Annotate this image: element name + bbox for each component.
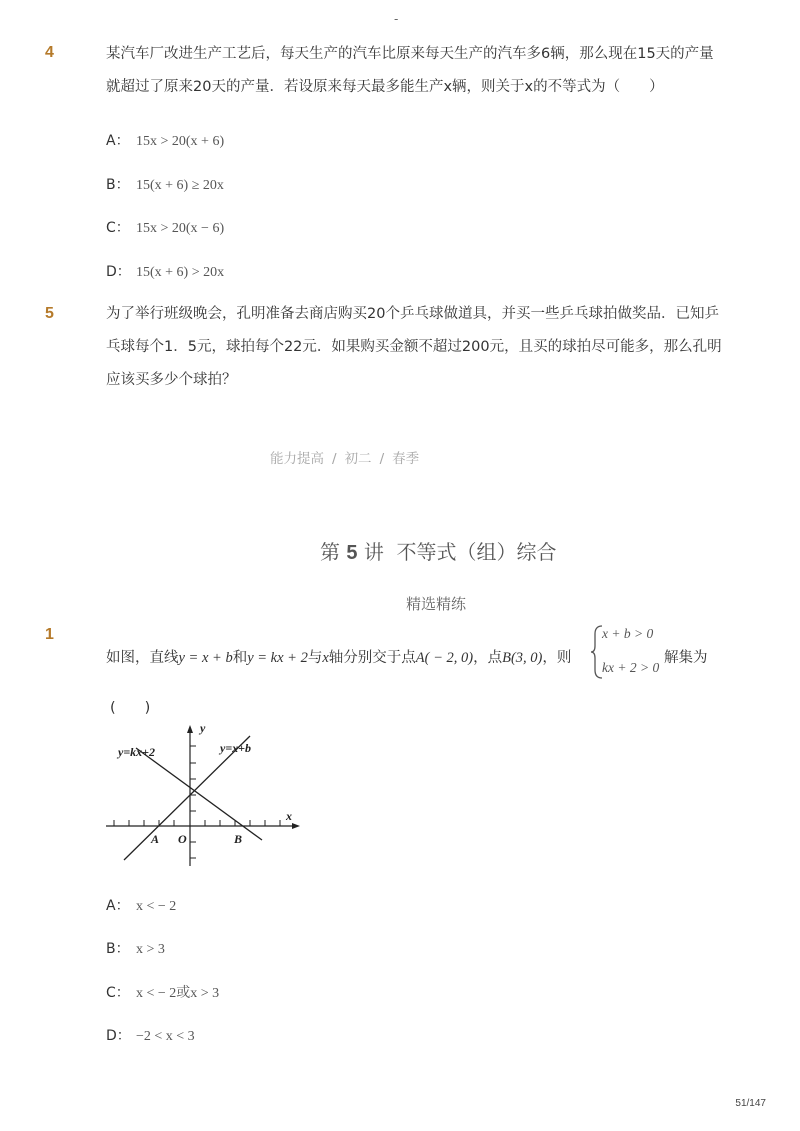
question-text-end: 解集为 xyxy=(664,650,708,666)
option-label: D： xyxy=(106,1028,131,1044)
option-b[interactable] xyxy=(106,938,165,958)
option-expression: −2 < x < 3 xyxy=(136,1029,195,1044)
header-mark: - xyxy=(394,12,399,26)
option-label: A： xyxy=(106,133,130,149)
breadcrumb-separator: / xyxy=(332,451,337,467)
option-b[interactable] xyxy=(106,174,224,194)
breadcrumb-term: 春季 xyxy=(392,451,420,467)
answer-blank: ( ) xyxy=(110,700,151,716)
point-a-label: A xyxy=(151,832,160,846)
option-label: B： xyxy=(106,177,130,193)
option-expression: x < − 2或x > 3 xyxy=(136,986,220,1001)
question-text: 某汽车厂改进生产工艺后，每天生产的汽车比原来每天生产的汽车多6辆，那么现在15天的产量就超过了原来20天的产量．若设原来每天最多能生产x辆，则关于x的不等式为（ ） xyxy=(106,46,714,95)
breadcrumb xyxy=(270,447,419,467)
question-number: 1 xyxy=(45,626,54,643)
option-expression: 15(x + 6) > 20x xyxy=(136,265,225,280)
origin-label: O xyxy=(178,832,187,846)
question-text xyxy=(106,646,571,667)
breadcrumb-grade: 初二 xyxy=(344,451,372,467)
math-point: B(3, 0) xyxy=(502,650,543,666)
y-ticks xyxy=(190,746,196,858)
math-point: A( − 2, 0) xyxy=(415,650,474,666)
breadcrumb-level: 能力提高 xyxy=(270,451,324,467)
point-b-label: B xyxy=(234,832,243,846)
option-a[interactable] xyxy=(106,130,224,150)
option-c[interactable] xyxy=(106,217,224,237)
x-axis-arrow-icon xyxy=(292,823,300,829)
math-equation: y = kx + 2 xyxy=(247,650,308,666)
math-variable: x xyxy=(322,650,329,666)
text-segment: 与 xyxy=(307,650,323,666)
text-segment: 如图，直线 xyxy=(106,650,179,666)
section-title: 精选精练 xyxy=(406,595,467,613)
option-d[interactable] xyxy=(106,1025,195,1045)
option-label: C： xyxy=(106,985,130,1001)
page-title xyxy=(320,536,557,565)
question-text: 为了举行班级晚会，孔明准备去商店购买20个乒乓球做道具，并买一些乒乓球拍做奖品．已知乒乓球每个1．5元，球拍每个22元．如果购买金额不超过200元，且买的球拍尽可能多，那么孔明应该买多少个球拍？ xyxy=(106,306,722,388)
label-x-plus-b: y=x+b xyxy=(220,741,252,755)
option-label: C： xyxy=(106,220,130,236)
question-number: 4 xyxy=(45,44,54,61)
text-segment: 轴分别交于点 xyxy=(328,650,416,666)
lecture-topic: 讲 不等式（组）综合 xyxy=(363,540,557,564)
page-number: 51/147 xyxy=(735,1098,766,1109)
option-d[interactable] xyxy=(106,261,224,281)
axis-label-y: y xyxy=(200,721,206,735)
graph-figure xyxy=(100,716,310,872)
breadcrumb-separator: / xyxy=(379,451,385,467)
y-axis-arrow-icon xyxy=(187,725,193,733)
option-expression: 15x > 20(x − 6) xyxy=(136,221,225,236)
option-label: D： xyxy=(106,264,131,280)
math-equation: y = x + b xyxy=(178,650,233,666)
lecture-number: 5 xyxy=(346,542,358,564)
inequality-1: x + b > 0 xyxy=(602,626,654,641)
option-expression: 15(x + 6) ≥ 20x xyxy=(136,178,224,193)
option-expression: x > 3 xyxy=(136,942,165,957)
option-label: B： xyxy=(106,941,130,957)
inequality-2: kx + 2 > 0 xyxy=(602,660,660,675)
option-expression: x < − 2 xyxy=(136,899,177,914)
option-label: A： xyxy=(106,898,130,914)
option-a[interactable] xyxy=(106,895,176,915)
lecture-prefix: 第 xyxy=(320,540,340,564)
option-c[interactable] xyxy=(106,982,219,1002)
text-segment: 和 xyxy=(232,650,248,666)
question-number: 5 xyxy=(45,305,54,322)
axis-label-x: x xyxy=(286,809,292,823)
label-kx-plus-2: y=kx+2 xyxy=(118,745,156,759)
text-segment: ，则 xyxy=(542,650,572,666)
x-ticks xyxy=(114,820,280,826)
inequality-system xyxy=(590,624,670,680)
option-expression: 15x > 20(x + 6) xyxy=(136,134,225,149)
text-segment: ，点 xyxy=(473,650,503,666)
